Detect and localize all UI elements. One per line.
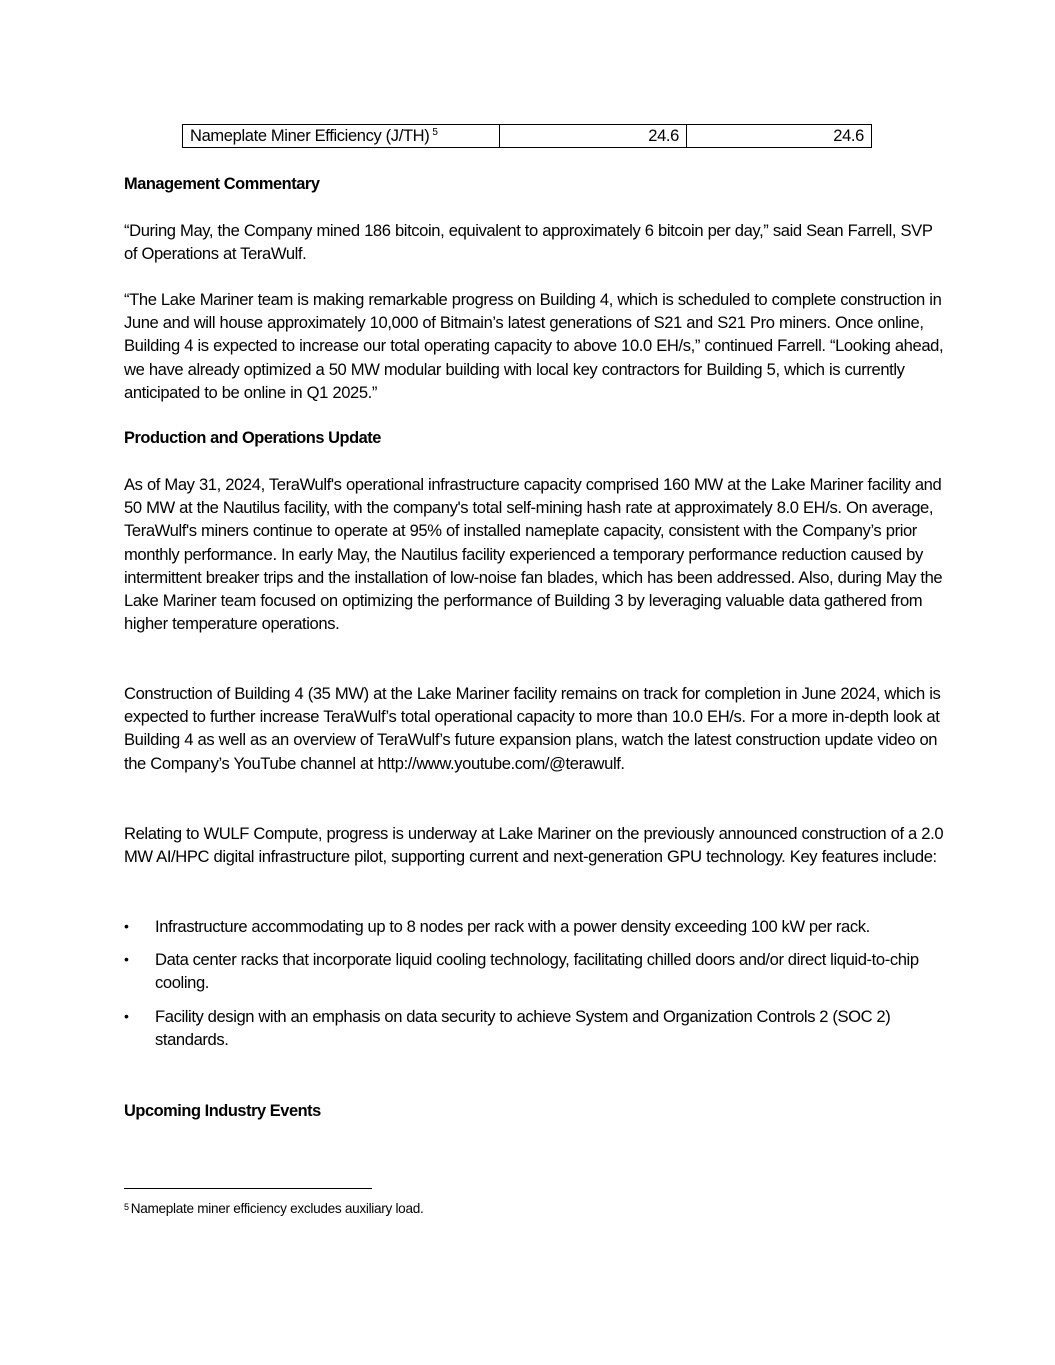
metric-value-1: 24.6	[500, 125, 687, 148]
feature-list	[124, 915, 944, 1061]
list-item	[124, 915, 944, 938]
production-paragraph-1: As of May 31, 2024, TeraWulf's operational infrastructure capacity comprised 160 MW at the Lake Mariner facility and 50 MW at the Nautilus facility, with the company's total self-mining hash rate at approximately 8.0 EH/s. On average, TeraWulf's miners continue to operate at 95% of installed nameplate capacity, consistent with the Company’s prior monthly performance. In early May, the Nautilus facility experienced a temporary performance reduction caused by intermittent breaker trips and the installation of low-noise fan blades, which has been addressed. Also, during May the Lake Mariner team focused on optimizing the performance of Building 3 by leveraging valuable data gathered from higher temperature operations.	[124, 475, 943, 634]
bullet-icon: •	[124, 918, 129, 934]
production-paragraph-2	[124, 682, 944, 775]
metric-label: Nameplate Miner Efficiency (J/TH)	[190, 127, 430, 145]
management-paragraph-1: “During May, the Company mined 186 bitcoin, equivalent to approximately 6 bitcoin per day,” said Sean Farrell, SVP of Operations at TeraWulf.	[124, 221, 933, 264]
list-item-text: Data center racks that incorporate liquid cooling technology, facilitating chilled doors and/or direct liquid-to-chip cooling.	[155, 950, 919, 993]
paragraph	[124, 288, 944, 404]
paragraph	[124, 473, 944, 635]
production-paragraph-3: Relating to WULF Compute, progress is underway at Lake Mariner on the previously announced construction of a 2.0 MW AI/HPC digital infrastructure pilot, supporting current and next-generation GPU technology. Key features include:	[124, 824, 944, 867]
metric-value-2: 24.6	[687, 125, 872, 148]
management-paragraph-2: “The Lake Mariner team is making remarkable progress on Building 4, which is scheduled to complete construction in June and will house approximately 10,000 of Bitmain’s latest generations of S21 and S21 Pro miners. Once online, Building 4 is expected to increase our total operating capacity to above 10.0 EH/s,” continued Farrell. “Looking ahead, we have already optimized a 50 MW modular building with local key contractors for Building 5, which is currently anticipated to be online in Q1 2025.”	[124, 290, 944, 402]
footnote-ref: 5	[432, 127, 438, 138]
youtube-link[interactable]: http://www.youtube.com/@terawulf.	[377, 753, 625, 773]
production-paragraph-2-text: Construction of Building 4 (35 MW) at the Lake Mariner facility remains on track for completion in June 2024, which is expected to further increase TeraWulf’s total operational capacity to more than 10.0 EH/s. For a more in-depth look at Building 4 as well as an overview of TeraWulf’s future expansion plans, watch the latest construction update video on the Company’s YouTube channel at	[124, 684, 941, 773]
bullet-icon: •	[124, 951, 129, 968]
footnote	[124, 1199, 423, 1219]
list-item	[124, 948, 944, 994]
section-heading-management: Management Commentary	[124, 175, 320, 193]
table-row	[183, 125, 872, 148]
footnote-text: Nameplate miner efficiency excludes auxiliary load.	[130, 1201, 424, 1216]
paragraph	[124, 219, 944, 265]
footnote-number: 5	[124, 1202, 129, 1212]
paragraph	[124, 822, 944, 868]
metric-label-cell	[183, 125, 500, 148]
list-item-text: Facility design with an emphasis on data security to achieve System and Organization Controls 2 (SOC 2) standards.	[155, 1006, 891, 1049]
list-item	[124, 1005, 944, 1051]
bullet-icon: •	[124, 1007, 129, 1024]
section-heading-production: Production and Operations Update	[124, 429, 381, 447]
list-item-text: Infrastructure accommodating up to 8 nodes per rack with a power density exceeding 100 kW per rack.	[155, 917, 870, 936]
footnote-divider	[124, 1188, 372, 1189]
section-heading-events: Upcoming Industry Events	[124, 1102, 321, 1120]
paragraph	[124, 682, 944, 775]
metrics-table	[182, 124, 872, 148]
